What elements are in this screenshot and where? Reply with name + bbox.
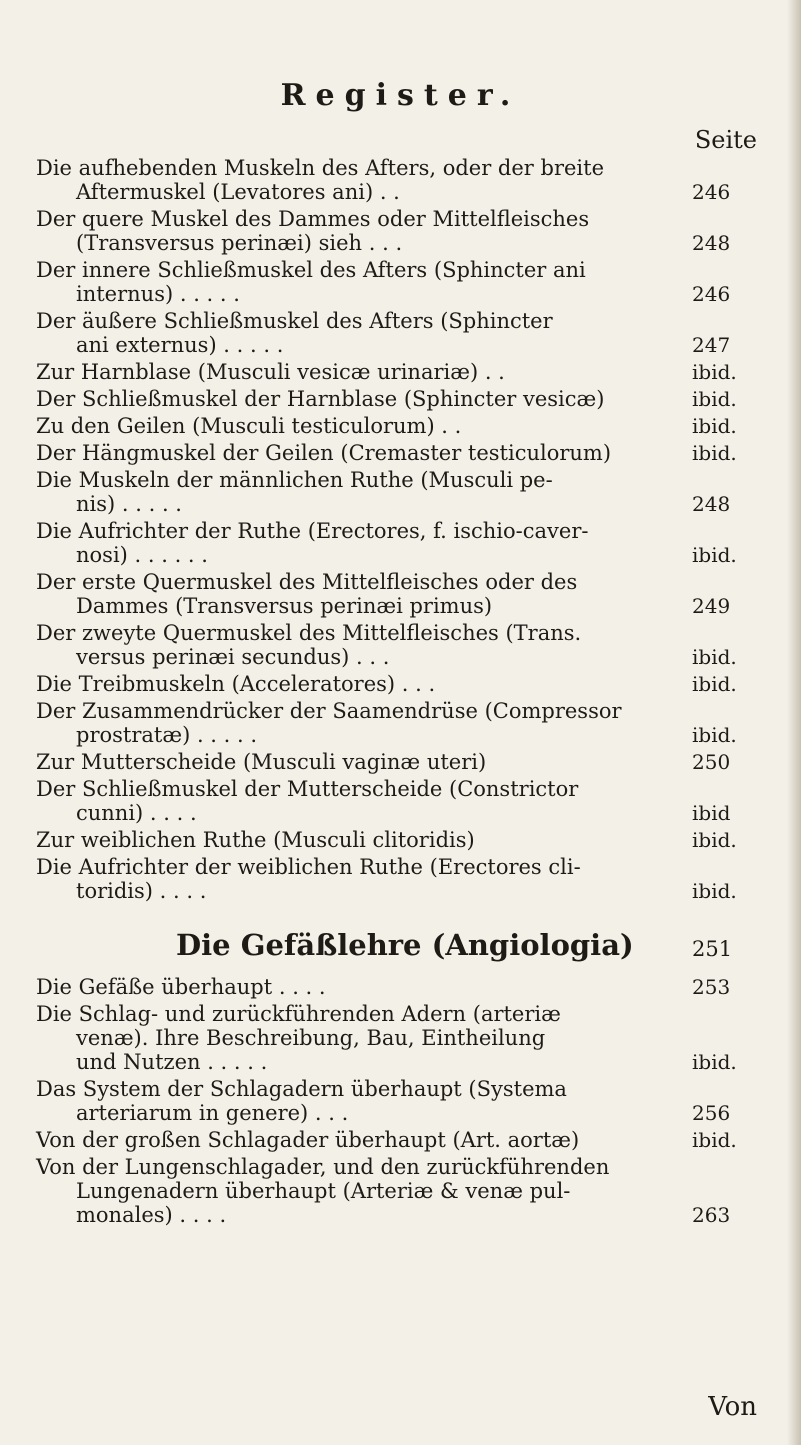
entry-line: Zur Harnblase (Musculi vesicæ urinariæ) . . — [36, 360, 505, 384]
entry-line: nis) . . . . . — [76, 492, 182, 516]
entry-line: Der Hängmuskel der Geilen (Cremaster testiculorum) — [36, 441, 612, 465]
entry-page-number: ibid. — [692, 387, 737, 411]
toc-entry — [36, 360, 766, 384]
toc-entry — [36, 1077, 766, 1125]
entry-line: und Nutzen . . . . . — [76, 1050, 268, 1074]
entry-page-number: ibid. — [692, 645, 737, 669]
toc-entry — [36, 468, 766, 516]
entry-page-number: 246 — [692, 282, 731, 306]
entry-line: Der Zusammendrücker der Saamendrüse (Compressor — [36, 699, 622, 723]
toc-entry — [36, 699, 766, 747]
entry-page-number: 249 — [692, 594, 731, 618]
toc-entry — [36, 207, 766, 255]
entry-line: Der zweyte Quermuskel des Mittelfleisches (Trans. — [36, 621, 582, 645]
muscle-entries — [36, 156, 766, 903]
page-header: Register. — [280, 78, 521, 113]
entry-page-number: ibid. — [692, 723, 737, 747]
toc-entry — [36, 309, 766, 357]
section-heading — [36, 927, 766, 963]
entry-line: arteriarum in genere) . . . — [76, 1101, 349, 1125]
toc-entry — [36, 828, 766, 852]
entry-page-number: 247 — [692, 333, 731, 357]
toc-entry — [36, 156, 766, 204]
entry-line: Die Schlag- und zurückführenden Adern (arteriæ — [36, 1002, 561, 1026]
toc-entry — [36, 777, 766, 825]
entry-page-number: 256 — [692, 1101, 731, 1125]
entry-page-number: 253 — [692, 975, 731, 999]
entry-line: Von der Lungenschlagader, und den zurückführenden — [36, 1155, 610, 1179]
entry-page-number: 250 — [692, 750, 731, 774]
entry-line: Aftermuskel (Levatores ani) . . — [76, 180, 400, 204]
entry-line: Das System der Schlagadern überhaupt (Systema — [36, 1077, 567, 1101]
entry-line: Der Schließmuskel der Harnblase (Sphincter vesicæ) — [36, 387, 605, 411]
section-title: Die Gefäßlehre (Angiologia) — [176, 928, 634, 962]
entry-line: ani externus) . . . . . — [76, 333, 284, 357]
entry-line: Der quere Muskel des Dammes oder Mittelfleisches — [36, 207, 590, 231]
entry-page-number: ibid — [692, 801, 731, 825]
toc-entry — [36, 1128, 766, 1152]
entry-line: versus perinæi secundus) . . . — [76, 645, 390, 669]
toc-entry — [36, 441, 766, 465]
entry-line: Die Gefäße überhaupt . . . . — [36, 975, 326, 999]
entry-line: cunni) . . . . — [76, 801, 197, 825]
entry-page-number: ibid. — [692, 441, 737, 465]
entry-page-number: ibid. — [692, 1050, 737, 1074]
entry-page-number: ibid. — [692, 672, 737, 696]
section-page: 251 — [692, 937, 733, 961]
toc-entry — [36, 1155, 766, 1227]
entry-line: prostratæ) . . . . . — [76, 723, 258, 747]
table-of-contents — [36, 156, 766, 1230]
toc-entry — [36, 672, 766, 696]
toc-entry — [36, 975, 766, 999]
entry-line: Der äußere Schließmuskel des Afters (Sphincter — [36, 309, 553, 333]
toc-entry — [36, 414, 766, 438]
entry-page-number: 246 — [692, 180, 731, 204]
toc-entry — [36, 519, 766, 567]
toc-entry — [36, 387, 766, 411]
entry-line: Die Muskeln der männlichen Ruthe (Musculi pe- — [36, 468, 553, 492]
entry-line: Der innere Schließmuskel des Afters (Sphincter ani — [36, 258, 586, 282]
column-label-seite: Seite — [694, 126, 757, 154]
entry-page-number: ibid. — [692, 414, 737, 438]
entry-line: Lungenadern überhaupt (Arteriæ & venæ pul- — [76, 1179, 571, 1203]
entry-line: (Transversus perinæi) sieh . . . — [76, 231, 403, 255]
catchword: Von — [708, 1392, 757, 1422]
entry-page-number: ibid. — [692, 360, 737, 384]
entry-page-number: ibid. — [692, 1128, 737, 1152]
entry-page-number: 263 — [692, 1203, 731, 1227]
entry-line: Der erste Quermuskel des Mittelfleisches oder des — [36, 570, 578, 594]
entry-page-number: ibid. — [692, 879, 737, 903]
entry-line: Von der großen Schlagader überhaupt (Art. aortæ) — [36, 1128, 580, 1152]
entry-line: toridis) . . . . — [76, 879, 207, 903]
entry-line: internus) . . . . . — [76, 282, 240, 306]
entry-line: Der Schließmuskel der Mutterscheide (Constrictor — [36, 777, 579, 801]
entry-line: Die Treibmuskeln (Acceleratores) . . . — [36, 672, 436, 696]
page-edge — [787, 0, 801, 1445]
toc-entry — [36, 258, 766, 306]
entry-line: Die Aufrichter der weiblichen Ruthe (Erectores cli- — [36, 855, 581, 879]
toc-entry — [36, 570, 766, 618]
entry-page-number: 248 — [692, 492, 731, 516]
toc-entry — [36, 855, 766, 903]
entry-page-number: ibid. — [692, 828, 737, 852]
entry-line: Zur Mutterscheide (Musculi vaginæ uteri) — [36, 750, 487, 774]
toc-entry — [36, 750, 766, 774]
vessel-entries — [36, 975, 766, 1227]
entry-line: monales) . . . . — [76, 1203, 227, 1227]
entry-line: Dammes (Transversus perinæi primus) — [76, 594, 493, 618]
entry-line: Zu den Geilen (Musculi testiculorum) . . — [36, 414, 462, 438]
toc-entry — [36, 1002, 766, 1074]
entry-page-number: ibid. — [692, 543, 737, 567]
entry-line: Die aufhebenden Muskeln des Afters, oder der breite — [36, 156, 604, 180]
entry-line: nosi) . . . . . . — [76, 543, 208, 567]
entry-line: Zur weiblichen Ruthe (Musculi clitoridis) — [36, 828, 475, 852]
entry-line: Die Aufrichter der Ruthe (Erectores, f. ischio-caver- — [36, 519, 589, 543]
entry-page-number: 248 — [692, 231, 731, 255]
entry-line: venæ). Ihre Beschreibung, Bau, Eintheilung — [76, 1026, 546, 1050]
toc-entry — [36, 621, 766, 669]
